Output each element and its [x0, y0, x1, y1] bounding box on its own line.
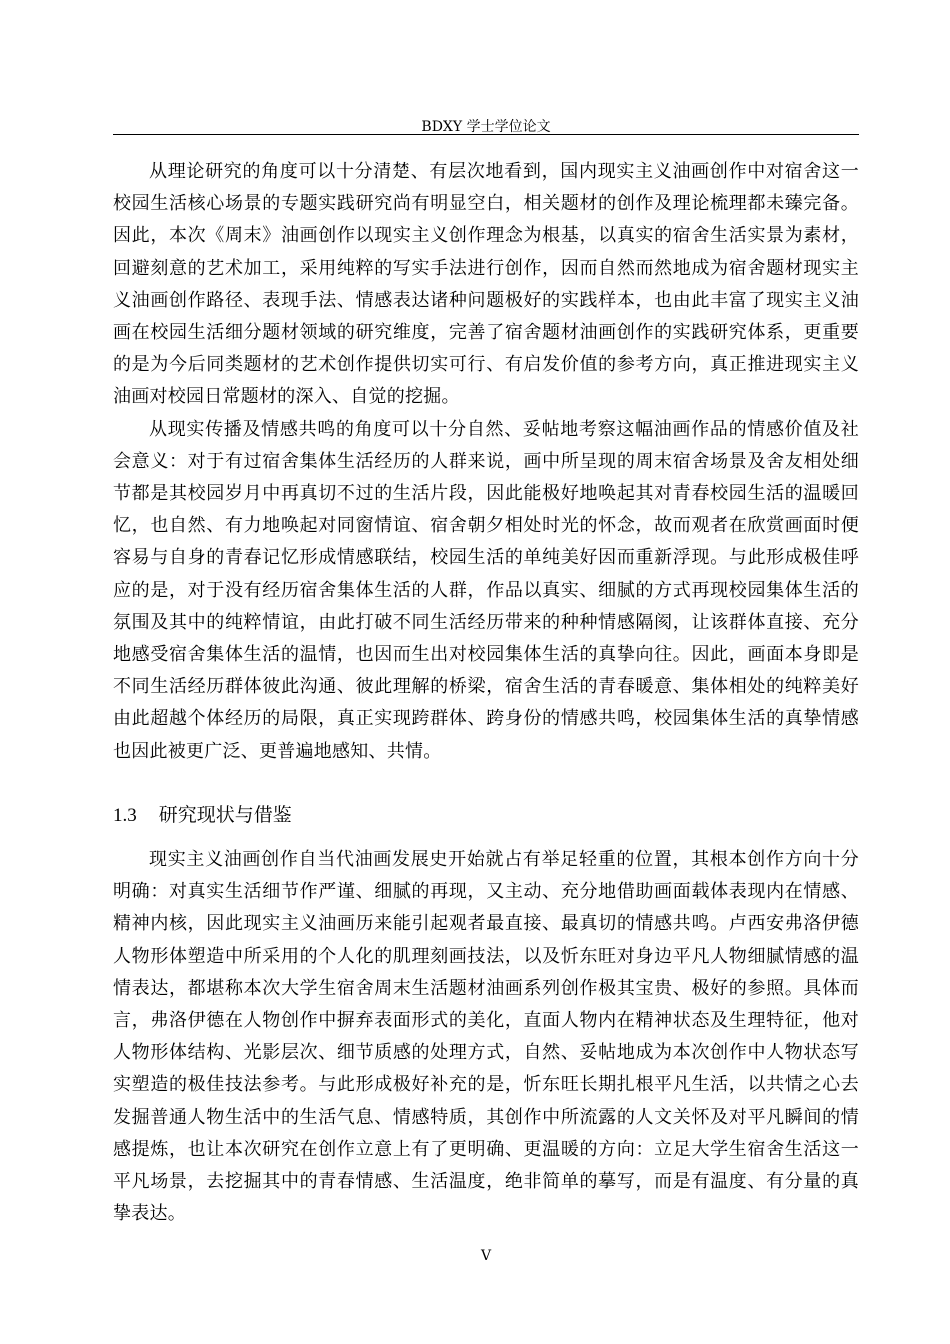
- section-heading: [113, 800, 292, 831]
- section-number: 1.3: [113, 805, 137, 826]
- section-title: 研究现状与借鉴: [158, 804, 292, 826]
- paragraph-theory: 从理论研究的角度可以十分清楚、有层次地看到，国内现实主义油画创作中对宿舍这一校园生活核心场景的专题实践研究尚有明显空白，相关题材的创作及理论梳理都未臻完备。因此，本次《周末》油画创作以现实主义创作理念为根基，以真实的宿舍生活实景为素材，回避刻意的艺术加工，采用纯粹的写实手法进行创作，因而自然而然地成为宿舍题材现实主义油画创作路径、表现手法、情感表达诸种问题极好的实践样本，也由此丰富了现实主义油画在校园生活细分题材领域的研究维度，完善了宿舍题材油画创作的实践研究体系，更重要的是为今后同类题材的艺术创作提供切实可行、有启发价值的参考方向，真正推进现实主义油画对校园日常题材的深入、自觉的挖掘。: [113, 161, 859, 408]
- paragraph-emotion: 从现实传播及情感共鸣的角度可以十分自然、妥帖地考察这幅油画作品的情感价值及社会意义：对于有过宿舍集体生活经历的人群来说，画中所呈现的周末宿舍场景及舍友相处细节都是其校园岁月中再真切不过的生活片段，因此能极好地唤起其对青春校园生活的温暖回忆，也自然、有力地唤起对同窗情谊、宿舍朝夕相处时光的怀念，故而观者在欣赏画面时便容易与自身的青春记忆形成情感联结，校园生活的单纯美好因而重新浮现。与此形成极佳呼应的是，对于没有经历宿舍集体生活的人群，作品以真实、细腻的方式再现校园集体生活的氛围及其中的纯粹情谊，由此打破不同生活经历带来的种种情感隔阂，让该群体直接、充分地感受宿舍集体生活的温情，也因而生出对校园集体生活的真挚向往。因此，画面本身即是不同生活经历群体彼此沟通、彼此理解的桥梁，宿舍生活的青春暖意、集体相处的纯粹美好由此超越个体经历的局限，真正实现跨群体、跨身份的情感共鸣，校园集体生活的真挚情感也因此被更广泛、更普遍地感知、共情。: [113, 418, 859, 762]
- running-header: BDXY 学士学位论文: [421, 119, 551, 135]
- paragraph-research-status: 现实主义油画创作自当代油画发展史开始就占有举足轻重的位置，其根本创作方向十分明确：对真实生活细节作严谨、细腻的再现，又主动、充分地借助画面载体表现内在情感、精神内核，因此现实主义油画历来能引起观者最直接、最真切的情感共鸣。卢西安弗洛伊德人物形体塑造中所采用的个人化的肌理刻画技法，以及忻东旺对身边平凡人物细腻情感的温情表达，都堪称本次大学生宿舍周末生活题材油画系列创作极其宝贵、极好的参照。具体而言，弗洛伊德在人物创作中摒弃表面形式的美化，直面人物内在精神状态及生理特征，他对人物形体结构、光影层次、细节质感的处理方式，自然、妥帖地成为本次创作中人物状态写实塑造的极佳技法参考。与此形成极好补充的是，忻东旺长期扎根平凡生活，以共情之心去发掘普通人物生活中的生活气息、情感特质，其创作中所流露的人文关怀及对平凡瞬间的情感提炼，也让本次研究在创作立意上有了更明确、更温暖的方向：立足大学生宿舍生活这一平凡场景，去挖掘其中的青春情感、生活温度，绝非简单的摹写，而是有温度、有分量的真挚表达。: [113, 849, 859, 1225]
- header-rule: [113, 134, 859, 135]
- body-text-upper: [113, 156, 859, 768]
- page-number: V: [480, 1248, 492, 1264]
- body-text-lower: [113, 844, 859, 1230]
